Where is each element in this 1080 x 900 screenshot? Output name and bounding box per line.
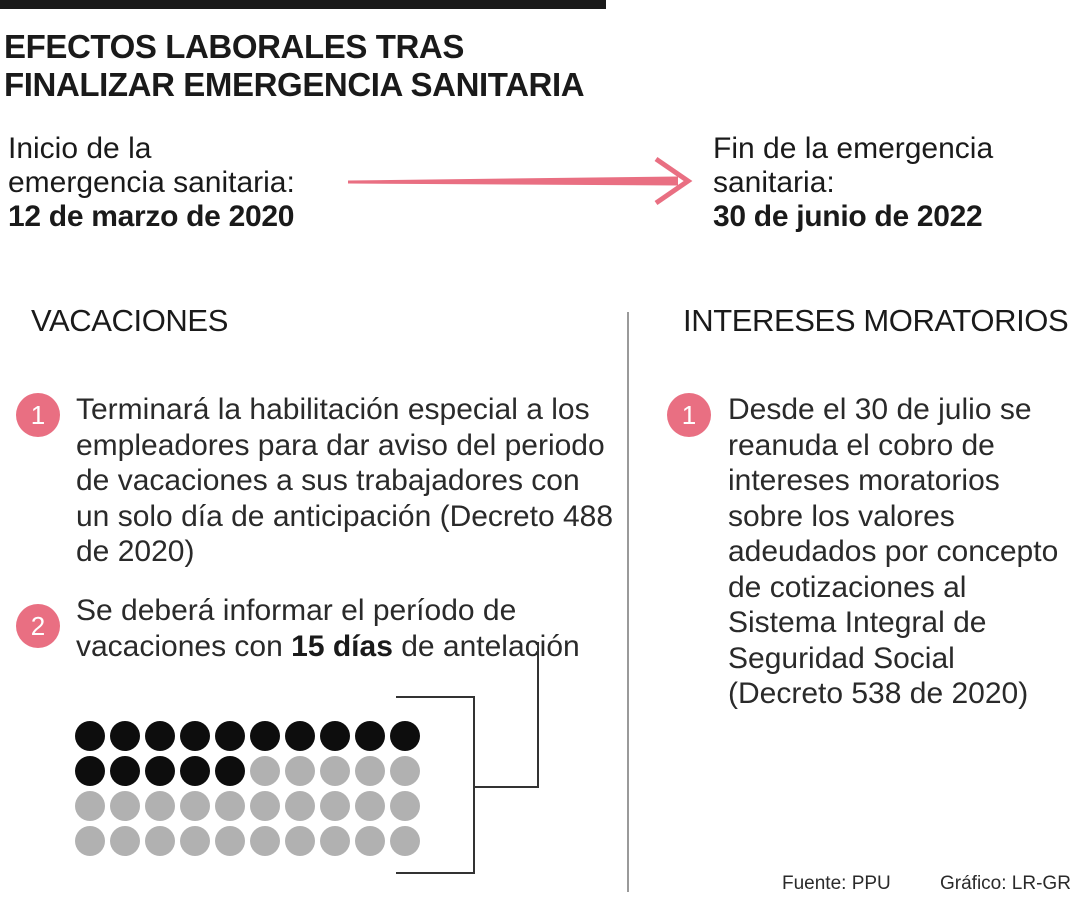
end-label-line-2: sanitaria:: [713, 166, 835, 199]
day-dot-highlighted: [250, 721, 280, 751]
day-dot-highlighted: [145, 721, 175, 751]
day-dot-highlighted: [75, 756, 105, 786]
source-credit: Fuente: PPU: [782, 873, 891, 894]
day-dot-highlighted: [215, 756, 245, 786]
item-2-text-bold: 15 días: [291, 629, 393, 663]
item-2-text-before: Se deberá informar el período de vacaciones con: [76, 594, 517, 663]
day-dot-highlighted: [180, 756, 210, 786]
day-dot: [215, 826, 245, 856]
vacaciones-item-1-badge: 1: [16, 393, 60, 437]
intereses-heading: INTERESES MORATORIOS: [683, 303, 1069, 338]
item-2-text-after: de antelación: [401, 629, 580, 663]
intereses-item-1-badge: 1: [667, 393, 711, 437]
day-dot-highlighted: [110, 721, 140, 751]
day-dot-highlighted: [320, 721, 350, 751]
day-dot: [75, 826, 105, 856]
title-line-1: EFECTOS LABORALES TRAS: [4, 28, 464, 65]
day-dot: [180, 826, 210, 856]
start-date: 12 de marzo de 2020: [8, 200, 295, 233]
day-dot: [250, 791, 280, 821]
title-line-2: FINALIZAR EMERGENCIA SANITARIA: [4, 66, 585, 103]
day-dot: [320, 826, 350, 856]
day-dot: [250, 756, 280, 786]
end-label-line-1: Fin de la emergencia: [713, 132, 994, 165]
day-dot: [215, 791, 245, 821]
day-dot-highlighted: [145, 756, 175, 786]
start-label-line-2: emergencia sanitaria:: [8, 166, 295, 199]
bracket-connector-icon: [394, 640, 544, 880]
day-dot: [355, 756, 385, 786]
start-date-block: [8, 132, 295, 234]
day-dot-highlighted: [180, 721, 210, 751]
day-dot: [355, 791, 385, 821]
graphic-credit: Gráfico: LR-GR: [940, 873, 1071, 894]
timeline-arrow-icon: [348, 156, 693, 208]
day-dot: [355, 826, 385, 856]
day-dot: [320, 791, 350, 821]
day-dot: [145, 826, 175, 856]
vacaciones-item-1-text: Terminará la habilitación especial a los empleadores para dar aviso del periodo de vacaciones a sus trabajadores con un solo día de anticipación (Decreto 488 de 2020): [76, 393, 614, 568]
column-divider: [627, 312, 629, 892]
day-dot-highlighted: [355, 721, 385, 751]
days-dot-grid: [75, 721, 420, 856]
day-dot: [285, 756, 315, 786]
day-dot: [180, 791, 210, 821]
day-dot: [320, 756, 350, 786]
day-dot: [250, 826, 280, 856]
end-date: 30 de junio de 2022: [713, 200, 983, 233]
vacaciones-heading: VACACIONES: [31, 303, 228, 338]
day-dot-highlighted: [110, 756, 140, 786]
intereses-item-1-text: Desde el 30 de julio se reanuda el cobro de intereses moratorios sobre los valores adeudados por concepto de cotizaciones al Sistema Integral de Seguridad Social (Decreto 538 de 2020): [728, 393, 1059, 710]
day-dot: [285, 791, 315, 821]
day-dot-highlighted: [285, 721, 315, 751]
day-dot: [110, 826, 140, 856]
top-rule: [0, 0, 606, 9]
day-dot: [110, 791, 140, 821]
start-label-line-1: Inicio de la: [8, 132, 152, 165]
end-date-block: [713, 132, 993, 234]
day-dot: [145, 791, 175, 821]
page-title: [4, 28, 584, 104]
day-dot-highlighted: [215, 721, 245, 751]
day-dot: [75, 791, 105, 821]
day-dot: [285, 826, 315, 856]
day-dot-highlighted: [75, 721, 105, 751]
vacaciones-item-2-badge: 2: [16, 604, 60, 648]
